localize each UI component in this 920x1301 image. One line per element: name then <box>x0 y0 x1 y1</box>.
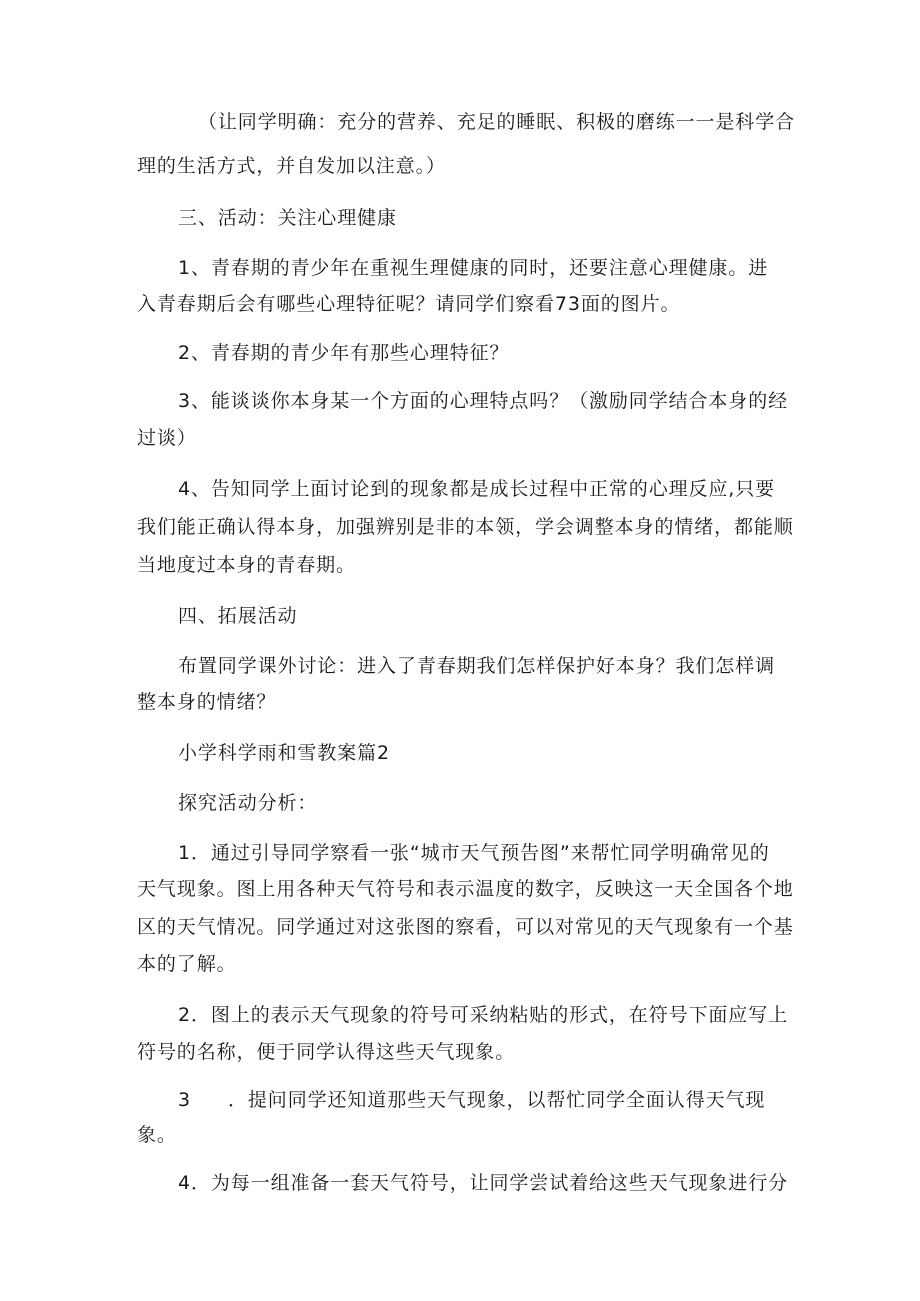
list-item-2: 2、青春期的青少年有那些心理特征？ <box>178 342 510 364</box>
list-item-3-line-2: 过谈） <box>137 427 197 449</box>
point-3-line-1: ．提问同学还知道那些天气现象，以帮忙同学全面认得天气现 <box>228 1089 766 1111</box>
point-1-line-1: 1．通过引导同学察看一张“城市天气预告图”来帮忙同学明确常见的 <box>178 842 770 864</box>
paragraph-note-line-1: （让同学明确：充分的营养、充足的睡眠、积极的磨练一一是科学合 <box>198 111 796 133</box>
list-item-1-line-1: 1、青春期的青少年在重视生理健康的同时，还要注意心理健康。进 <box>178 257 769 279</box>
list-item-4-line-1: 4、告知同学上面讨论到的现象都是成长过程中正常的心理反应,只要 <box>178 478 776 500</box>
point-1-line-3: 区的天气情况。同学通过对这张图的察看，可以对常见的天气现象有一个基 <box>137 916 794 938</box>
section-heading-activity: 三、活动：关注心理健康 <box>178 207 397 229</box>
point-1-line-4: 本的了解。 <box>137 953 237 975</box>
paragraph-note-line-2: 理的生活方式，并自发加以注意。） <box>137 155 446 177</box>
list-item-4-line-3: 当地度过本身的青春期。 <box>137 554 356 576</box>
analysis-title: 探究活动分析： <box>178 792 318 814</box>
list-item-4-line-2: 我们能正确认得本身，加强辨别是非的本领，学会调整本身的情绪，都能顺 <box>137 516 794 538</box>
extension-line-1: 布置同学课外讨论：进入了青春期我们怎样保护好本身？我们怎样调 <box>178 655 776 677</box>
list-item-1-line-2: 入青春期后会有哪些心理特征呢？请同学们察看73面的图片。 <box>137 293 681 315</box>
point-3-line-2: 象。 <box>137 1124 177 1146</box>
section-heading-extension: 四、拓展活动 <box>178 605 298 627</box>
list-item-3-line-1: 3、能谈谈你本身某一个方面的心理特点吗？（激励同学结合本身的经 <box>178 390 788 412</box>
point-1-line-2: 天气现象。图上用各种天气符号和表示温度的数字，反映这一天全国各个地 <box>137 878 794 900</box>
point-2-line-2: 符号的名称，便于同学认得这些天气现象。 <box>137 1041 516 1063</box>
point-4-line-1: 4．为每一组准备一套天气符号，让同学尝试着给这些天气现象进行分 <box>178 1172 788 1194</box>
point-3-number: 3 <box>178 1089 191 1111</box>
extension-line-2: 整本身的情绪？ <box>137 691 277 713</box>
section-title: 小学科学雨和雪教案篇2 <box>178 742 390 764</box>
point-2-line-1: 2．图上的表示天气现象的符号可采纳粘贴的形式，在符号下面应写上 <box>178 1004 788 1026</box>
